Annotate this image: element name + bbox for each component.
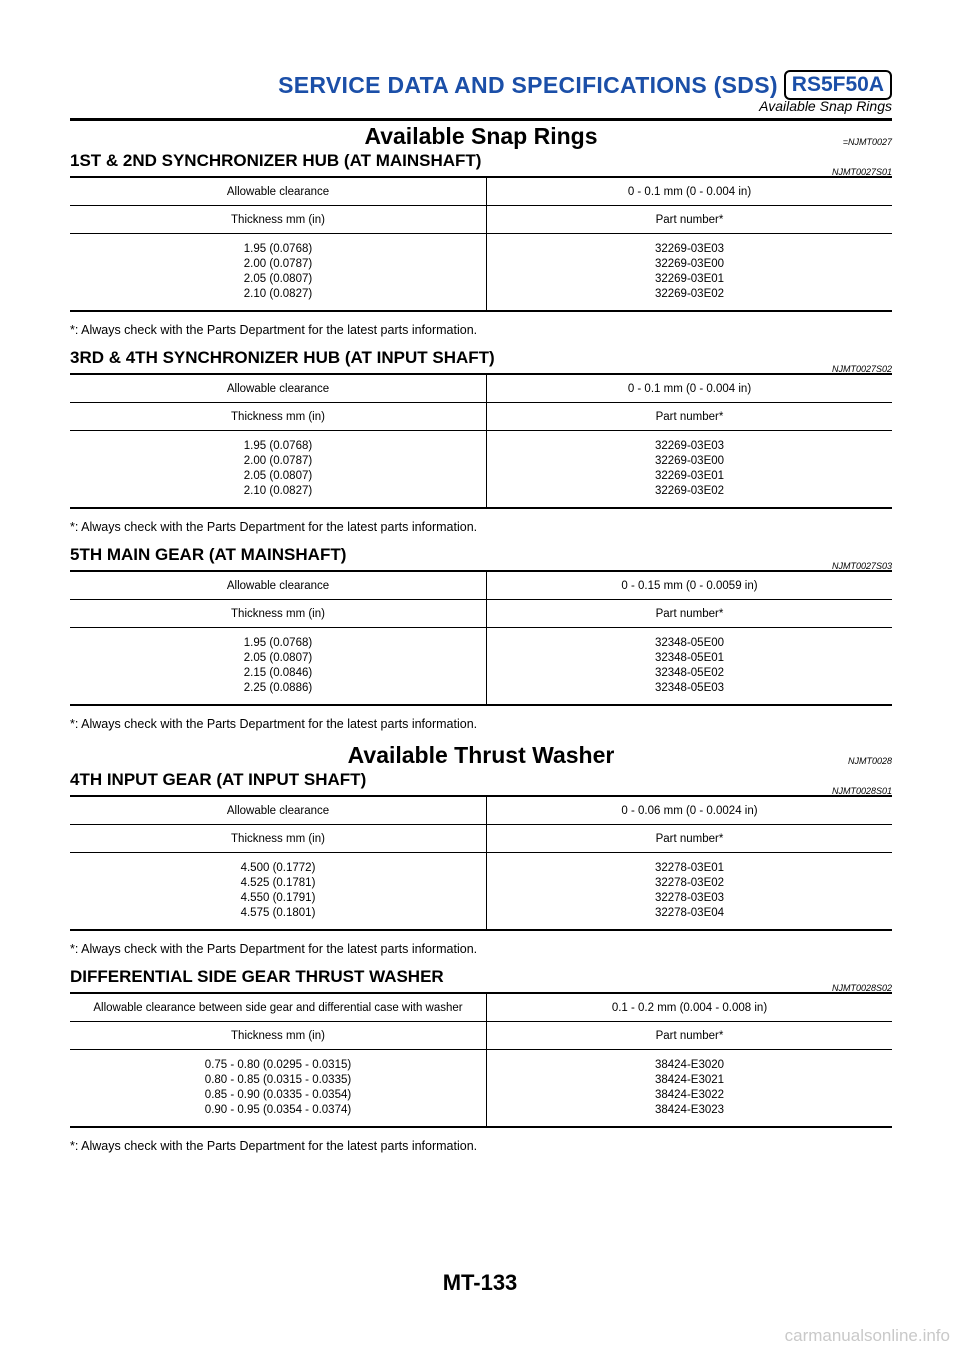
part-number-header: Part number* bbox=[487, 206, 893, 234]
part-number: 32348-05E02 bbox=[654, 667, 725, 679]
part-number: 32269-03E02 bbox=[654, 485, 725, 497]
table-row bbox=[70, 374, 892, 403]
thickness-value: 0.80 - 0.85 (0.0315 - 0.0335) bbox=[204, 1074, 352, 1086]
page-number: MT-133 bbox=[442, 1270, 518, 1295]
clearance-value: 0.1 - 0.2 mm (0.004 - 0.008 in) bbox=[487, 993, 893, 1022]
footnote: *: Always check with the Parts Department for the latest parts information. bbox=[70, 520, 478, 534]
thickness-value: 0.75 - 0.80 (0.0295 - 0.0315) bbox=[204, 1059, 352, 1071]
part-number: 32348-05E01 bbox=[654, 652, 725, 664]
thickness-value: 4.500 (0.1772) bbox=[240, 862, 316, 874]
part-number: 32269-03E00 bbox=[654, 455, 725, 467]
part-number: 38424-E3020 bbox=[654, 1059, 725, 1071]
part-number: 32278-03E02 bbox=[654, 877, 725, 889]
snap-rings-title bbox=[70, 122, 892, 150]
table-row bbox=[70, 177, 892, 206]
thickness-header: Thickness mm (in) bbox=[70, 825, 487, 853]
clearance-label: Allowable clearance bbox=[70, 796, 487, 825]
section-title-text: 5TH MAIN GEAR (AT MAINSHAFT) bbox=[70, 545, 347, 564]
footnote: *: Always check with the Parts Department for the latest parts information. bbox=[70, 942, 478, 956]
table-row bbox=[70, 628, 892, 706]
snap-rings-ref: =NJMT0027 bbox=[842, 137, 892, 147]
table-row bbox=[70, 1022, 892, 1050]
clearance-label: Allowable clearance between side gear and differential case with washer bbox=[70, 993, 487, 1022]
part-numbers bbox=[487, 234, 893, 312]
table-row bbox=[70, 431, 892, 509]
part-number-header: Part number* bbox=[487, 825, 893, 853]
part-number-header: Part number* bbox=[487, 600, 893, 628]
thickness-value: 1.95 (0.0768) bbox=[243, 637, 313, 649]
model-badge: RS5F50A bbox=[784, 70, 892, 100]
section-title bbox=[70, 769, 892, 796]
part-number: 32278-03E03 bbox=[654, 892, 725, 904]
part-numbers bbox=[487, 1050, 893, 1128]
part-number: 32269-03E03 bbox=[654, 243, 725, 255]
thickness-value: 1.95 (0.0768) bbox=[243, 243, 313, 255]
table-row bbox=[70, 571, 892, 600]
thickness-value: 4.575 (0.1801) bbox=[240, 907, 316, 919]
table-row bbox=[70, 993, 892, 1022]
section-title-text: 4TH INPUT GEAR (AT INPUT SHAFT) bbox=[70, 770, 367, 789]
section-title bbox=[70, 150, 892, 177]
table-row bbox=[70, 403, 892, 431]
spec-table bbox=[70, 373, 892, 509]
thickness-header: Thickness mm (in) bbox=[70, 206, 487, 234]
part-number: 32269-03E03 bbox=[654, 440, 725, 452]
part-number: 38424-E3022 bbox=[654, 1089, 725, 1101]
clearance-label: Allowable clearance bbox=[70, 177, 487, 206]
part-number-header: Part number* bbox=[487, 403, 893, 431]
section-title bbox=[70, 544, 892, 571]
thickness-value: 1.95 (0.0768) bbox=[243, 440, 313, 452]
part-number: 32269-03E00 bbox=[654, 258, 725, 270]
thickness-value: 2.10 (0.0827) bbox=[243, 288, 313, 300]
footnote: *: Always check with the Parts Department for the latest parts information. bbox=[70, 323, 478, 337]
part-number: 32269-03E02 bbox=[654, 288, 725, 300]
table-row bbox=[70, 796, 892, 825]
part-number: 38424-E3023 bbox=[654, 1104, 725, 1116]
clearance-value: 0 - 0.15 mm (0 - 0.0059 in) bbox=[487, 571, 893, 600]
thickness-values bbox=[70, 628, 487, 706]
thickness-value: 2.00 (0.0787) bbox=[243, 455, 313, 467]
header-title: SERVICE DATA AND SPECIFICATIONS (SDS) bbox=[278, 71, 778, 98]
thickness-values bbox=[70, 234, 487, 312]
watermark: carmanualsonline.info bbox=[784, 1326, 950, 1345]
thickness-header: Thickness mm (in) bbox=[70, 403, 487, 431]
thickness-value: 2.05 (0.0807) bbox=[243, 273, 313, 285]
spec-table bbox=[70, 176, 892, 312]
thickness-value: 2.05 (0.0807) bbox=[243, 652, 313, 664]
part-number-header: Part number* bbox=[487, 1022, 893, 1050]
thickness-values bbox=[70, 431, 487, 509]
thickness-value: 0.90 - 0.95 (0.0354 - 0.0374) bbox=[204, 1104, 352, 1116]
spec-table bbox=[70, 570, 892, 706]
part-number: 32269-03E01 bbox=[654, 273, 725, 285]
thrust-washer-title bbox=[70, 741, 892, 769]
section-title-text: 3RD & 4TH SYNCHRONIZER HUB (AT INPUT SHAFT) bbox=[70, 348, 495, 367]
part-number: 32348-05E03 bbox=[654, 682, 725, 694]
footnote: *: Always check with the Parts Department for the latest parts information. bbox=[70, 717, 478, 731]
clearance-value: 0 - 0.1 mm (0 - 0.004 in) bbox=[487, 177, 893, 206]
page-content bbox=[70, 122, 892, 1155]
table-row bbox=[70, 600, 892, 628]
header-rule bbox=[70, 118, 892, 121]
thickness-value: 2.00 (0.0787) bbox=[243, 258, 313, 270]
part-numbers bbox=[487, 431, 893, 509]
section-title bbox=[70, 966, 892, 993]
thrust-washer-ref: NJMT0028 bbox=[847, 756, 892, 766]
thickness-value: 4.550 (0.1791) bbox=[240, 892, 316, 904]
part-number: 32278-03E04 bbox=[654, 907, 725, 919]
thickness-header: Thickness mm (in) bbox=[70, 600, 487, 628]
thickness-values bbox=[70, 853, 487, 931]
clearance-label: Allowable clearance bbox=[70, 374, 487, 403]
thickness-value: 2.25 (0.0886) bbox=[243, 682, 313, 694]
thickness-header: Thickness mm (in) bbox=[70, 1022, 487, 1050]
section-ref: NJMT0028S02 bbox=[831, 983, 892, 993]
thickness-value: 0.85 - 0.90 (0.0335 - 0.0354) bbox=[204, 1089, 352, 1101]
part-number: 32269-03E01 bbox=[654, 470, 725, 482]
header-title-row bbox=[278, 70, 892, 100]
part-number: 32348-05E00 bbox=[654, 637, 725, 649]
table-row bbox=[70, 853, 892, 931]
snap-rings-title-text: Available Snap Rings bbox=[364, 123, 598, 149]
section-title-text: DIFFERENTIAL SIDE GEAR THRUST WASHER bbox=[70, 967, 444, 986]
page-header bbox=[0, 0, 960, 120]
table-row bbox=[70, 825, 892, 853]
section-ref: NJMT0027S01 bbox=[831, 167, 892, 177]
section-ref: NJMT0027S02 bbox=[831, 364, 892, 374]
thickness-value: 4.525 (0.1781) bbox=[240, 877, 316, 889]
clearance-value: 0 - 0.1 mm (0 - 0.004 in) bbox=[487, 374, 893, 403]
spec-table bbox=[70, 992, 892, 1128]
section-title bbox=[70, 347, 892, 374]
clearance-value: 0 - 0.06 mm (0 - 0.0024 in) bbox=[487, 796, 893, 825]
thrust-washer-title-text: Available Thrust Washer bbox=[347, 742, 615, 768]
header-subtitle: Available Snap Rings bbox=[759, 98, 892, 114]
thickness-value: 2.10 (0.0827) bbox=[243, 485, 313, 497]
section-ref: NJMT0028S01 bbox=[831, 786, 892, 796]
part-number: 32278-03E01 bbox=[654, 862, 725, 874]
table-row bbox=[70, 234, 892, 312]
thickness-values bbox=[70, 1050, 487, 1128]
spec-table bbox=[70, 795, 892, 931]
section-ref: NJMT0027S03 bbox=[831, 561, 892, 571]
clearance-label: Allowable clearance bbox=[70, 571, 487, 600]
thickness-value: 2.15 (0.0846) bbox=[243, 667, 313, 679]
part-numbers bbox=[487, 853, 893, 931]
part-numbers bbox=[487, 628, 893, 706]
section-title-text: 1ST & 2ND SYNCHRONIZER HUB (AT MAINSHAFT) bbox=[70, 151, 482, 170]
table-row bbox=[70, 206, 892, 234]
table-row bbox=[70, 1050, 892, 1128]
part-number: 38424-E3021 bbox=[654, 1074, 725, 1086]
footnote: *: Always check with the Parts Department for the latest parts information. bbox=[70, 1139, 478, 1153]
thickness-value: 2.05 (0.0807) bbox=[243, 470, 313, 482]
